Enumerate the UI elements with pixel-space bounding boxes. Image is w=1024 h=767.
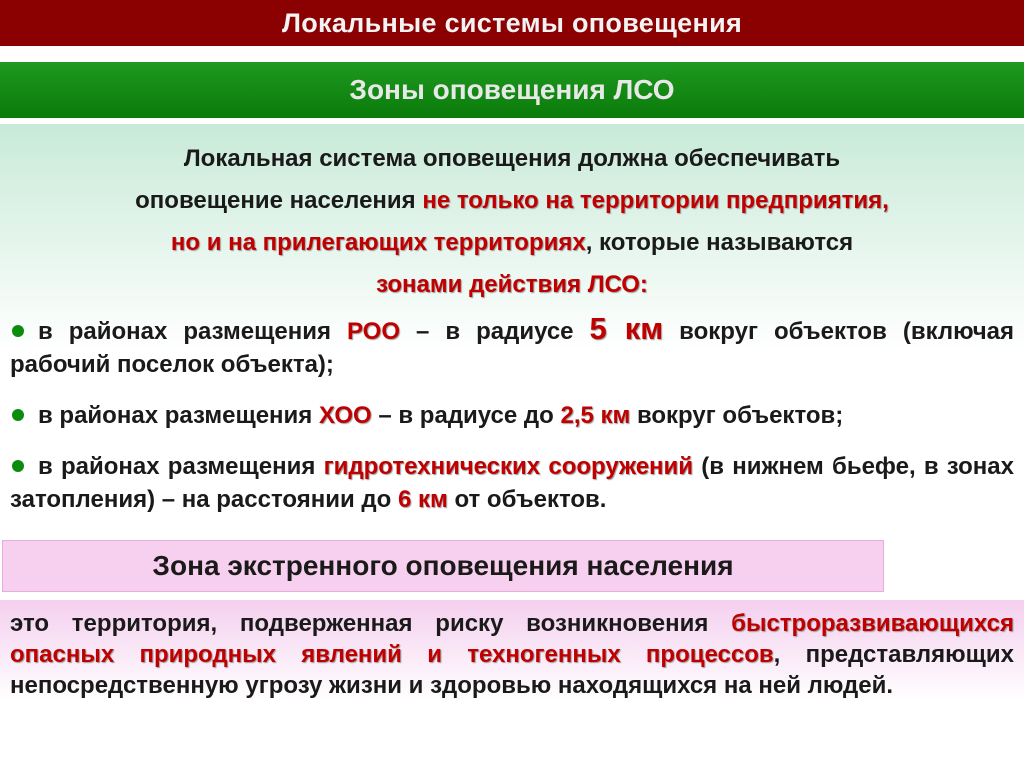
intro-text: оповещение населения bbox=[135, 187, 423, 214]
emergency-definition bbox=[10, 608, 1014, 701]
section-title-bar bbox=[0, 62, 1024, 118]
definition-text: , представляющих непосредственную угрозу жизни и здоровью находящихся на ней людей. bbox=[10, 641, 1014, 699]
slide-title-banner bbox=[0, 0, 1024, 46]
section-title: Зоны оповещения ЛСО bbox=[349, 74, 675, 105]
bullet-dot-icon bbox=[12, 325, 24, 337]
bullet-text: в районах размещения bbox=[38, 318, 347, 345]
list-item bbox=[10, 450, 1014, 516]
intro-highlight: зонами действия ЛСО: bbox=[376, 271, 648, 298]
emergency-zone-title: Зона экстренного оповещения населения bbox=[152, 550, 734, 581]
intro-line-2 bbox=[0, 180, 1024, 222]
bullet-text: вокруг объектов (включая рабочий поселок объекта); bbox=[10, 318, 1015, 378]
bullet-dot-icon bbox=[12, 409, 24, 421]
list-item bbox=[10, 399, 1014, 432]
bullet-dot-icon bbox=[12, 460, 24, 472]
bullet-term: ХОО bbox=[318, 402, 372, 429]
slide-title: Локальные системы оповещения bbox=[281, 7, 743, 38]
bullet-text: в районах размещения bbox=[38, 453, 324, 480]
intro-highlight: не только на территории предприятия, bbox=[422, 187, 889, 214]
definition-text: это территория, подверженная риску возникновения bbox=[10, 610, 732, 637]
bullet-text: (в нижнем бьефе, в зонах затопления) – на расстоянии до bbox=[10, 453, 1014, 513]
emergency-zone-title-box bbox=[2, 540, 884, 592]
bullet-text: – в радиусе bbox=[399, 318, 590, 345]
definition-highlight: быстроразвивающихся опасных природных явлений и техногенных процессов bbox=[10, 610, 1014, 668]
bullet-distance: 5 км bbox=[589, 311, 664, 346]
intro-paragraph bbox=[0, 138, 1024, 306]
intro-highlight: но и на прилегающих территориях bbox=[170, 229, 586, 256]
list-item bbox=[10, 312, 1014, 381]
intro-text: , которые называются bbox=[585, 229, 854, 256]
bullet-list bbox=[10, 312, 1014, 534]
bullet-term: РОО bbox=[346, 318, 400, 345]
bullet-text: в районах размещения bbox=[38, 402, 319, 429]
intro-text: Локальная система оповещения должна обеспечивать bbox=[183, 145, 841, 172]
bullet-text: – в радиусе до bbox=[371, 402, 561, 429]
intro-line-3 bbox=[0, 222, 1024, 264]
bullet-distance: 2,5 км bbox=[560, 402, 631, 429]
intro-line-1 bbox=[0, 138, 1024, 180]
intro-line-4 bbox=[0, 264, 1024, 306]
bullet-distance: 6 км bbox=[398, 486, 448, 513]
bullet-term: гидротехнических сооружений bbox=[323, 453, 694, 480]
bullet-text: вокруг объектов; bbox=[630, 402, 844, 429]
bullet-text: от объектов. bbox=[447, 486, 607, 513]
